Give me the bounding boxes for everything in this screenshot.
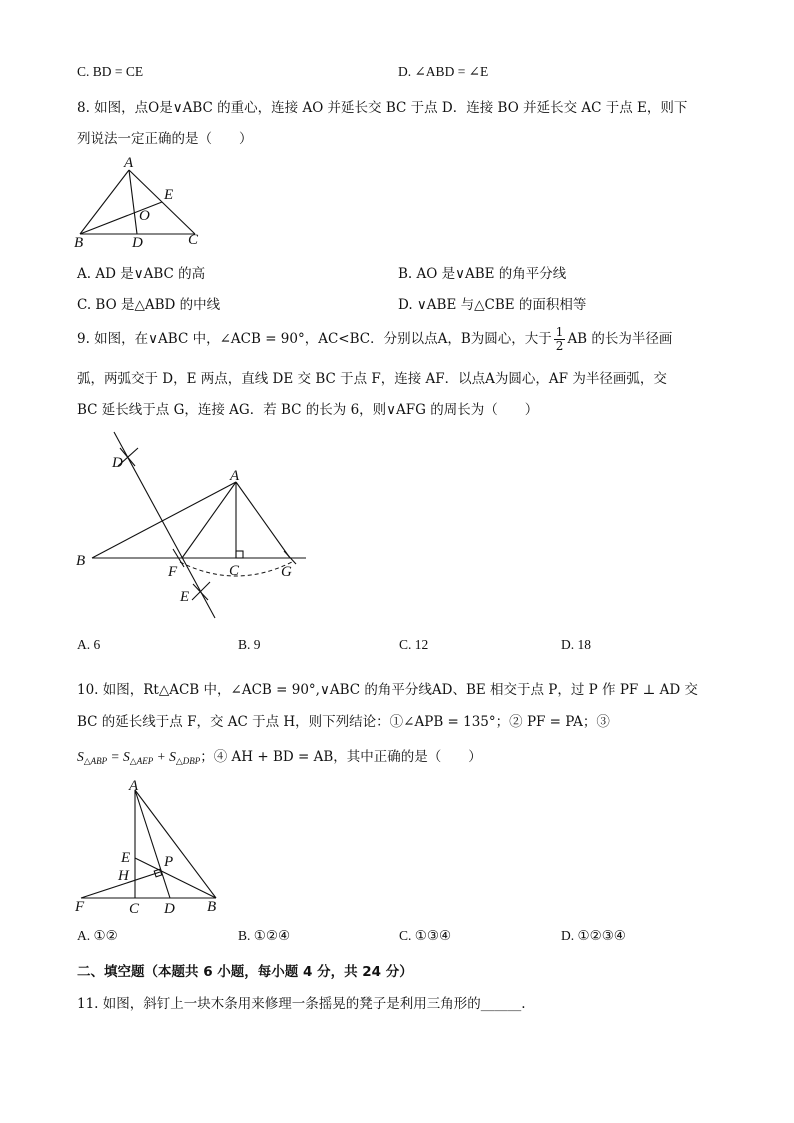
- q10-line3-post: ；④ AH + BD = AB，其中正确的是（ ）: [200, 749, 482, 765]
- section-2-heading: 二、填空题（本题共 6 小题，每小题 4 分，共 24 分）: [77, 964, 413, 980]
- q9-label-e: E: [180, 589, 190, 605]
- q8-label-d: D: [132, 235, 143, 251]
- q9-label-g: G: [281, 564, 292, 580]
- q9-label-c: C: [229, 563, 240, 579]
- q10-label-d: D: [164, 901, 175, 917]
- q9-option-c: C. 12: [399, 637, 429, 652]
- q8-stem-line2: 列说法一定正确的是（ ）: [77, 131, 253, 147]
- q8-option-c: C. BO 是△ABD 的中线: [77, 297, 221, 313]
- q8-label-b: B: [74, 235, 84, 251]
- q10-stem-line2: BC 的延长线于点 F，交 AC 于点 H，则下列结论：①∠APB = 135°；② PF = PA；③: [77, 714, 610, 730]
- q10-s1-sub: △ABP: [83, 756, 108, 766]
- q8-option-b: B. AO 是∨ABE 的角平分线: [398, 266, 567, 282]
- q10-label-p: P: [164, 854, 174, 870]
- q10-label-e: E: [121, 850, 131, 866]
- q10-label-h: H: [118, 868, 129, 884]
- q10-option-d: D. ①②③④: [561, 928, 626, 943]
- q9-stem-line2: 弧，两弧交于 D，E 两点，直线 DE 交 BC 于点 F，连接 AF．以点A为圆心，AF 为半径画弧，交: [77, 371, 667, 387]
- q11-stem: 11. 如图，斜钉上一块木条用来修理一条摇晃的凳子是利用三角形的______.: [77, 996, 526, 1012]
- q10-option-b: B. ①②④: [238, 928, 291, 943]
- q10-plus: + S: [153, 749, 176, 764]
- q10-s2-sub: △AEP: [129, 756, 154, 766]
- q8-label-a: A: [124, 155, 134, 171]
- q8-option-d: D. ∨ABE 与△CBE 的面积相等: [398, 297, 587, 313]
- q10-label-a: A: [129, 778, 139, 794]
- q9-stem-line3: BC 延长线于点 G，连接 AG．若 BC 的长为 6，则∨AFG 的周长为（ ）: [77, 402, 539, 418]
- q9-label-b: B: [76, 553, 86, 569]
- q10-label-b: B: [207, 899, 217, 915]
- q9-label-f: F: [168, 564, 178, 580]
- q10-label-c: C: [129, 901, 140, 917]
- q10-s1: S: [77, 749, 84, 764]
- q9-frac-num: 1: [555, 325, 564, 339]
- q9-line1-post: AB 的长为半径画: [567, 331, 673, 347]
- q9-option-d: D. 18: [561, 637, 591, 652]
- q9-option-b: B. 9: [238, 637, 261, 652]
- q10-option-a: A. ①②: [77, 928, 118, 943]
- q8-label-e: E: [164, 187, 174, 203]
- q7-option-d: D. ∠ABD = ∠E: [398, 64, 489, 79]
- q9-frac-den: 2: [555, 339, 564, 353]
- q10-stem-line1: 10. 如图，Rt△ACB 中，∠ACB = 90°,∨ABC 的角平分线AD、BE 相交于点 P，过 P 作 PF ⊥ AD 交: [77, 682, 698, 698]
- q8-option-a: A. AD 是∨ABC 的高: [77, 266, 206, 282]
- q7-option-c: C. BD = CE: [77, 64, 144, 79]
- q8-label-c: C: [188, 232, 199, 248]
- q9-label-a: A: [230, 468, 240, 484]
- q8-stem-line1: 8. 如图，点O是∨ABC 的重心，连接 AO 并延长交 BC 于点 D．连接 BO 并延长交 AC 于点 E，则下: [77, 100, 688, 116]
- q8-label-o: O: [139, 208, 150, 224]
- q9-line1-pre: 9. 如图，在∨ABC 中，∠ACB = 90°，AC<BC．分别以点A，B为圆心，大于: [77, 331, 552, 347]
- q10-s3-sub: △DBP: [175, 756, 201, 766]
- q10-label-f: F: [75, 899, 85, 915]
- q10-option-c: C. ①③④: [399, 928, 452, 943]
- q9-label-d: D: [112, 455, 123, 471]
- q10-eq: = S: [107, 749, 130, 764]
- q9-option-a: A. 6: [77, 637, 101, 652]
